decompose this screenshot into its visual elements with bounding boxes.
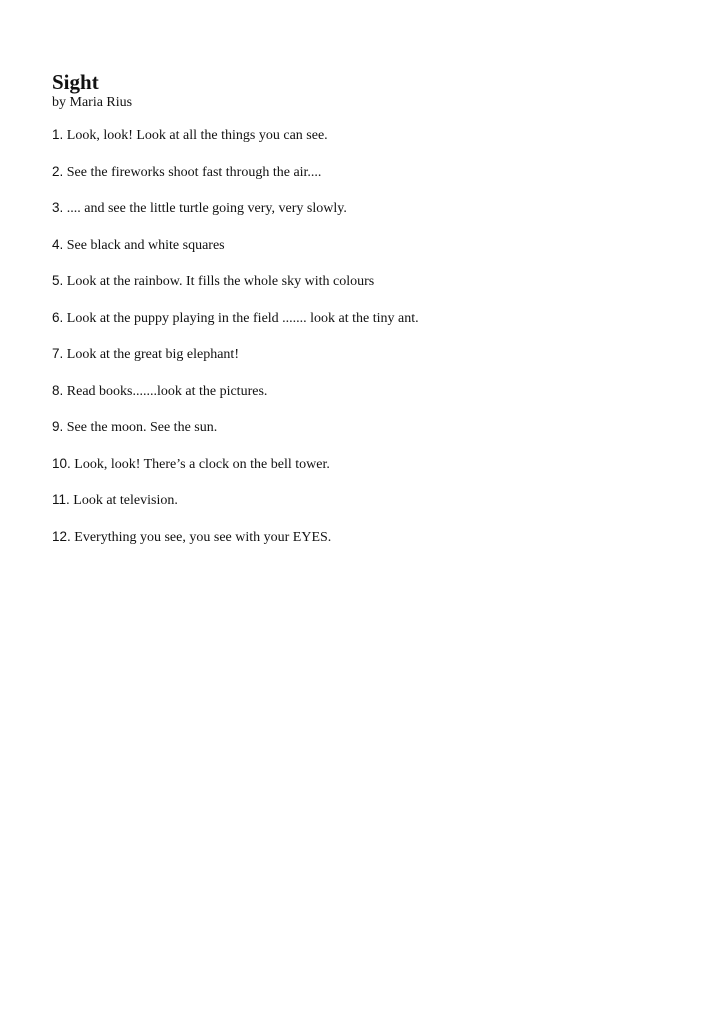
line-number: 9. (52, 419, 64, 434)
poem-line-3 (52, 199, 672, 236)
line-text: Look, look! There’s a clock on the bell tower. (74, 456, 330, 472)
line-text: Look, look! Look at all the things you can see. (66, 128, 328, 143)
line-text: Look at television. (73, 493, 178, 508)
poem-line-2 (52, 163, 672, 200)
poem-line-4 (52, 236, 672, 273)
line-text: Look at the puppy playing in the field ....... look at the tiny ant. (66, 310, 419, 326)
line-number: 7. (52, 346, 64, 361)
poem-line-1 (52, 126, 672, 163)
poem-line-9 (52, 418, 672, 455)
line-text: Everything you see, you see with your EYES. (74, 529, 332, 545)
line-text: See the moon. See the sun. (66, 420, 218, 435)
line-text: Read books.......look at the pictures. (66, 383, 268, 399)
line-number: 10. (52, 455, 71, 471)
line-number: 8. (52, 382, 64, 398)
line-number: 4. (52, 236, 64, 252)
poem-line-7 (52, 345, 672, 382)
poem-line-8 (52, 382, 672, 419)
line-number: 5. (52, 273, 64, 288)
line-text: Look at the great big elephant! (66, 347, 239, 362)
line-text: See black and white squares (66, 237, 225, 253)
line-number: 3. (52, 200, 64, 215)
line-number: 2. (52, 163, 64, 179)
poem-line-5 (52, 272, 672, 309)
poem-lines (52, 126, 672, 564)
poem-line-12 (52, 528, 672, 565)
line-number: 6. (52, 309, 64, 325)
poem-line-6 (52, 309, 672, 346)
line-number: 1. (52, 127, 64, 142)
poem-content (52, 70, 672, 564)
poem-author: by Maria Rius (52, 95, 133, 110)
poem-line-10 (52, 455, 672, 492)
poem-title: Sight (52, 70, 99, 94)
line-text: .... and see the little turtle going very, very slowly. (66, 201, 347, 216)
line-number: 11. (52, 492, 70, 507)
poem-line-11 (52, 491, 672, 528)
line-number: 12. (52, 528, 71, 544)
line-text: Look at the rainbow. It fills the whole sky with colours (66, 274, 375, 289)
line-text: See the fireworks shoot fast through the air.... (66, 164, 322, 180)
